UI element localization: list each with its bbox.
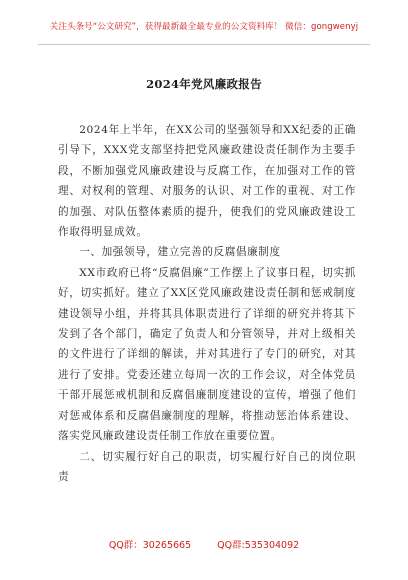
footer-qq-group-2: QQ群:535304092 — [217, 540, 300, 551]
paragraph-intro: 2024年上半年，在XX公司的坚强领导和XX纪委的正确引导下，XXX党支部坚持把党风廉政建设责任制作为主要手段，不断加强党风廉政建设与反腐工作，在加强对工作的管理、对权利的管理、对服务的认识、对工作的重视、对工作的加强、对队伍整体素质的提升，使我们的党风廉政建设工作取得明显成效。 — [58, 124, 356, 239]
footer-qq-group-1: QQ群：30265665 — [108, 540, 192, 551]
section-heading-2: 二、切实履行好自己的职责，切实履行好自己的岗位职责 — [58, 450, 356, 483]
section-heading-1: 一、加强领导，建立完善的反腐倡廉制度 — [79, 246, 281, 259]
document-body — [58, 120, 356, 487]
document-title: 2024年党风廉政报告 — [146, 77, 262, 91]
paragraph-section-1: XX市政府已将“反腐倡廉”工作摆上了议事日程，切实抓好，切实抓好。建立了XX区党风廉政建设责任制和惩戒制度建设领导小组，并将其具体职责进行了详细的研究并将其下发到了各个部门，确定了负责人和分管领导，并对上级相关的文件进行了详细的解读，并对其进行了专门的研究，对其进行了安排。党委还建立每周一次的工作会议，对全体党员干部开展惩戒机制和反腐倡廉制度建设的宣传，增强了他们对惩戒体系和反腐倡廉制度的理解，将推动惩治体系建设、落实党风廉政建设责任制工作放在重要位置。 — [58, 266, 356, 443]
footer-contact — [0, 537, 408, 551]
header-notice: 关注头条号“公文研究”，获得最新最全最专业的公文资料库！ 微信：gongwenyj — [49, 22, 359, 32]
header-divider — [38, 44, 370, 45]
